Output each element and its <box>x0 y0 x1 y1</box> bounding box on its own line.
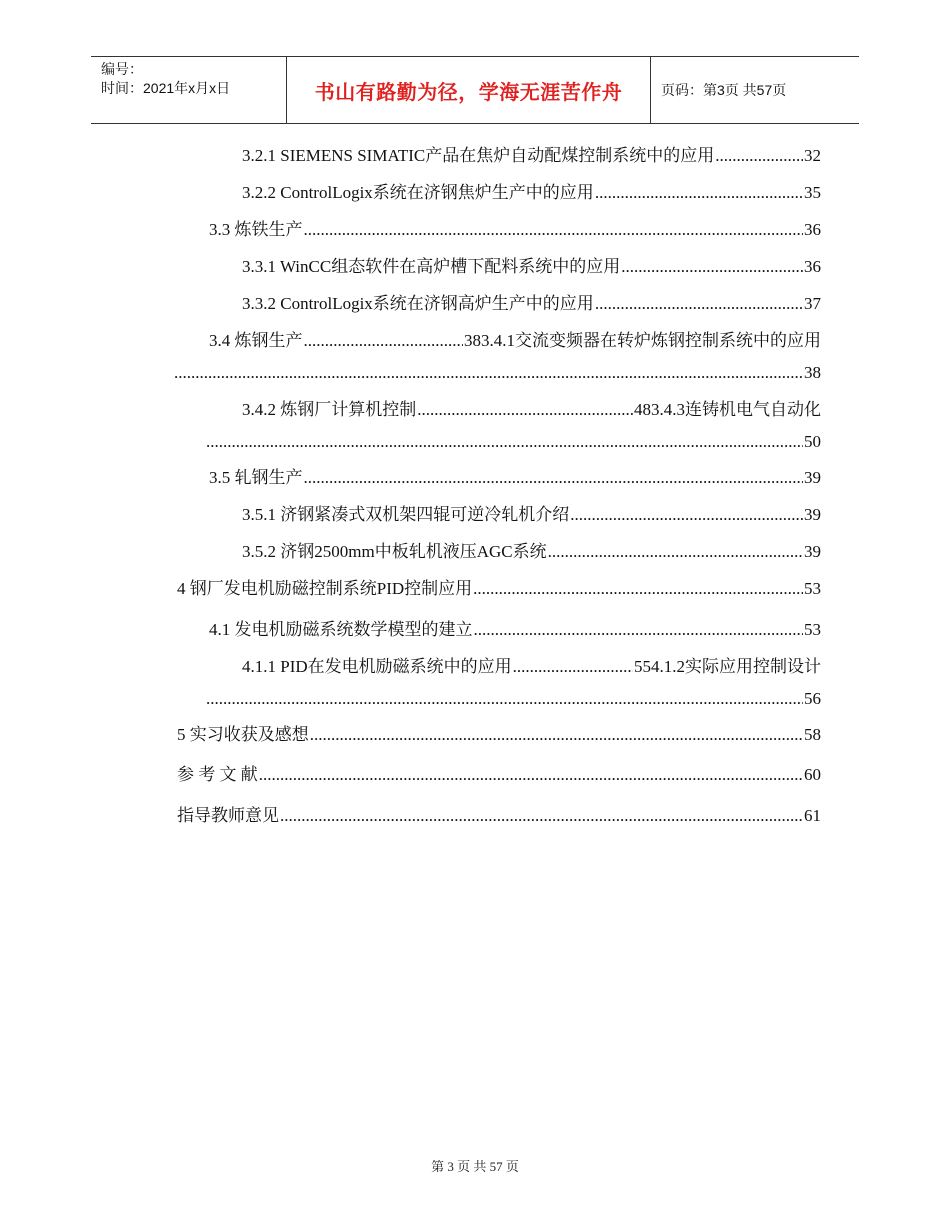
toc-entry-page: 53 <box>804 620 821 639</box>
toc-entry-title: 4.1 发电机励磁系统数学模型的建立 <box>209 620 473 639</box>
page-footer: 第 3 页 共 57 页 <box>431 1159 519 1174</box>
toc-entry-page: 383.4.1交流变频器在转炉炼钢控制系统中的应用 <box>464 331 821 350</box>
toc-entry-title: 参 考 文 献 <box>177 765 258 784</box>
toc-entry-title: 3.4.2 炼钢厂计算机控制 <box>242 400 417 419</box>
toc-entry-title: 3.5.1 济钢紧凑式双机架四辊可逆冷轧机介绍 <box>242 505 570 524</box>
toc-entry-title: 3.3.1 WinCC组态软件在高炉槽下配料系统中的应用 <box>242 257 621 276</box>
toc-entry[interactable] <box>177 764 821 786</box>
toc-entry[interactable] <box>242 504 821 526</box>
toc-entry[interactable] <box>209 467 821 489</box>
toc-entry[interactable] <box>209 219 821 241</box>
toc-entry-page: 39 <box>804 542 821 561</box>
toc-entry-title: 4.1.1 PID在发电机励磁系统中的应用 <box>242 657 512 676</box>
toc-entry-title: 3.5.2 济钢2500mm中板轧机液压AGC系统 <box>242 542 547 561</box>
toc-entry[interactable] <box>177 724 821 746</box>
toc-entry[interactable] <box>242 541 821 563</box>
toc-entry-page: 37 <box>804 294 821 313</box>
toc-entry[interactable] <box>177 805 821 827</box>
toc-entry-page: 35 <box>804 183 821 202</box>
toc-entry-page: 39 <box>804 468 821 487</box>
toc-entry[interactable] <box>242 656 821 678</box>
toc-entry-title: 3.5 轧钢生产 <box>209 468 303 487</box>
toc-entry-page: 50 <box>804 432 821 451</box>
toc-entry[interactable] <box>242 293 821 315</box>
toc-entry-title: 指导教师意见 <box>177 806 279 825</box>
toc-entry-title: 3.2.1 SIEMENS SIMATIC产品在焦炉自动配煤控制系统中的应用 <box>242 146 715 165</box>
toc-entry-page: 39 <box>804 505 821 524</box>
toc-entry-page: 483.4.3连铸机电气自动化 <box>634 400 821 419</box>
toc-entry-page: 53 <box>804 579 821 598</box>
toc-entry[interactable] <box>209 330 821 352</box>
toc-entry-page: 56 <box>804 689 821 708</box>
toc-entry-continuation[interactable] <box>205 431 821 453</box>
toc-entry-continuation[interactable] <box>173 362 821 384</box>
toc-entry-page: 61 <box>804 806 821 825</box>
toc-entry-continuation[interactable] <box>205 688 821 710</box>
toc-entry-title: 3.2.2 ControlLogix系统在济钢焦炉生产中的应用 <box>242 183 594 202</box>
toc-entry-title: 4 钢厂发电机励磁控制系统PID控制应用 <box>177 579 473 598</box>
toc-entry[interactable] <box>242 145 821 167</box>
toc-entry-title: 3.3 炼铁生产 <box>209 220 303 239</box>
serial-label: 编号： <box>101 61 143 77</box>
toc-entry[interactable] <box>177 578 821 600</box>
toc-entry-page: 58 <box>804 725 821 744</box>
toc-entry-page: 36 <box>804 257 821 276</box>
toc-entry-page: 60 <box>804 765 821 784</box>
toc-entry-page: 32 <box>804 146 821 165</box>
toc-entry-title: 3.4 炼钢生产 <box>209 331 303 350</box>
toc-entry-title: 3.3.2 ControlLogix系统在济钢高炉生产中的应用 <box>242 294 594 313</box>
toc-entry[interactable] <box>242 399 821 421</box>
motto-text: 书山有路勤为径，学海无涯苦作舟 <box>314 79 623 104</box>
toc-entry-title: 5 实习收获及感想 <box>177 725 309 744</box>
toc-entry-page: 38 <box>804 363 821 382</box>
page-info: 页码：第3页 共57页 <box>661 82 787 98</box>
toc-entry[interactable] <box>209 619 821 641</box>
time-label: 时间：2021年x月x日 <box>101 80 231 96</box>
toc-entry[interactable] <box>242 182 821 204</box>
toc-entry[interactable] <box>242 256 821 278</box>
toc-entry-page: 554.1.2实际应用控制设计 <box>634 657 821 676</box>
toc-entry-page: 36 <box>804 220 821 239</box>
